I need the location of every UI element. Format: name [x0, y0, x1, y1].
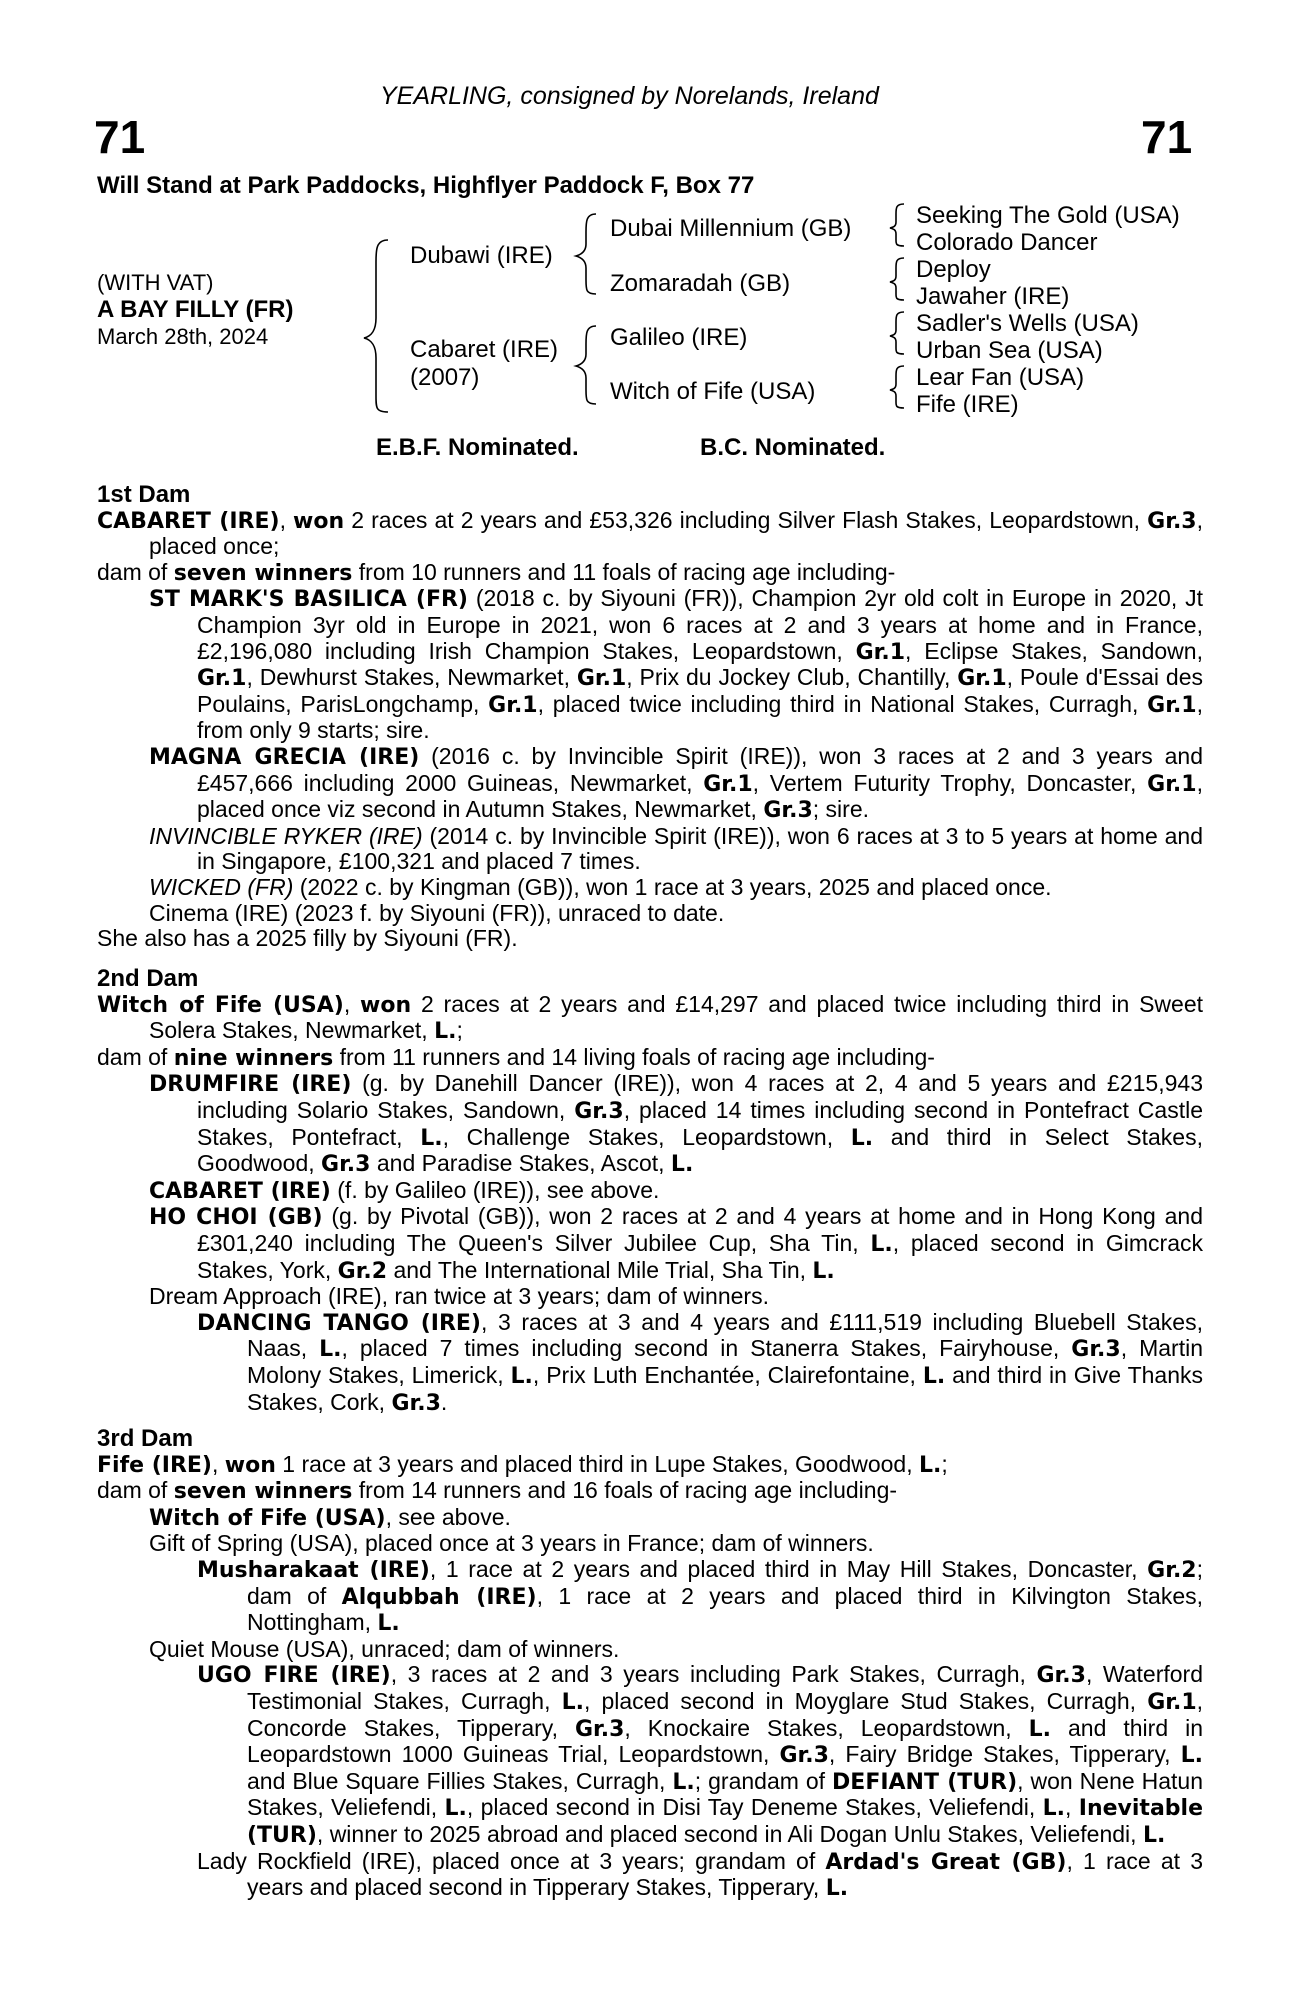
- winners-count: seven winners: [173, 1479, 353, 1505]
- brace-g2-1: [890, 204, 904, 246]
- consignment-line: YEARLING, consigned by Norelands, Ireland: [380, 82, 879, 110]
- grade: Gr.3: [1036, 1663, 1086, 1689]
- text: , placed once viz second in Autumn Stakes, Newmarket,: [197, 769, 1203, 823]
- text: 1 race at 3 years and placed third in Lupe Stakes, Goodwood,: [275, 1450, 919, 1477]
- text: ,: [1065, 1794, 1079, 1821]
- produce-magna-grecia: [97, 744, 1203, 824]
- won-label: won: [360, 992, 412, 1018]
- text: dam of: [97, 558, 174, 585]
- produce-gift-of-spring: Gift of Spring (USA), placed once at 3 years in France; dam of winners.: [149, 1530, 874, 1557]
- horse-name: Alqubbah (IRE): [341, 1584, 537, 1610]
- grade: Gr.3: [1071, 1337, 1121, 1363]
- horse-name: HO CHOI (GB): [149, 1205, 323, 1231]
- horse-name: DEFIANT (TUR): [832, 1769, 1018, 1795]
- third-dam-intro: Fife (IRE), won 1 race at 3 years and placed third in Lupe Stakes, Goodwood, L.;: [97, 1450, 948, 1478]
- text: , Waterford Testimonial Stakes, Curragh,: [247, 1661, 1204, 1714]
- text: , 3 races at 2 and 3 years including Park Stakes, Curragh,: [390, 1661, 1037, 1688]
- text: ; sire.: [812, 796, 870, 823]
- horse-name: Ardad's Great (GB): [825, 1849, 1067, 1875]
- horse-name: DANCING TANGO (IRE): [197, 1310, 481, 1336]
- ebf-nomination: E.B.F. Nominated.: [376, 434, 579, 461]
- grade: Gr.3: [1147, 508, 1197, 534]
- text: , Eclipse Stakes, Sandown,: [905, 637, 1203, 664]
- gen3-1: Seeking The Gold (USA): [916, 202, 1180, 229]
- grade: L.: [510, 1363, 533, 1389]
- grade: L.: [1028, 1716, 1052, 1742]
- grade: Gr.1: [855, 639, 906, 665]
- second-dam-produce-summary: [97, 1045, 1203, 1072]
- stand-location: Will Stand at Park Paddocks, Highflyer Paddock F, Box 77: [97, 172, 755, 199]
- text: ; grandam of: [694, 1767, 833, 1794]
- brace-g2-3: [890, 312, 904, 354]
- text: dam of: [97, 1477, 174, 1504]
- text: , won Nene Hatun Stakes, Veliefendi,: [247, 1767, 1203, 1821]
- brace-main: [364, 240, 388, 412]
- grade: L.: [670, 1152, 694, 1178]
- text: and Paradise Stakes, Ascot,: [370, 1150, 671, 1177]
- text: , placed 7 times including second in Stanerra Stakes, Fairyhouse,: [341, 1335, 1072, 1362]
- first-dam-intro: CABARET (IRE), won 2 races at 2 years and £53,326 including Silver Flash Stakes, Leopardstown, Gr.3, placed once;: [97, 506, 1203, 560]
- text: from 10 runners and 11 foals of racing age including-: [352, 558, 896, 585]
- text: , placed second in Disi Tay Deneme Stakes, Veliefendi,: [466, 1794, 1043, 1821]
- text: ; dam of: [247, 1555, 1203, 1609]
- produce-invincible-ryker: [97, 824, 1203, 875]
- text: (2014 c. by Invincible Spirit (IRE)), won 6 races at 3 to 5 years at home and in Singapore, £100,321 and placed 7 times.: [197, 822, 1203, 875]
- text: dam of: [97, 1043, 174, 1070]
- vat-note: (WITH VAT): [97, 270, 214, 295]
- grade: L.: [919, 1452, 942, 1478]
- grade: Gr.1: [1147, 692, 1197, 718]
- produce-quiet-mouse: Quiet Mouse (USA), unraced; dam of winners.: [149, 1635, 620, 1662]
- gen3-5: Sadler's Wells (USA): [916, 310, 1139, 337]
- grade: L.: [444, 1796, 467, 1822]
- brace-dam: [576, 326, 596, 404]
- text: (f. by Galileo (IRE)), see above.: [330, 1176, 660, 1203]
- horse-name: WICKED (FR): [149, 873, 294, 900]
- text: , Knockaire Stakes, Leopardstown,: [624, 1714, 1029, 1741]
- grade: L.: [1042, 1796, 1066, 1822]
- horse-name: CABARET (IRE): [149, 1178, 331, 1204]
- text: , placed second in Moyglare Stud Stakes, Curragh,: [583, 1687, 1148, 1714]
- text: , Vertem Futurity Trophy, Doncaster,: [752, 769, 1148, 796]
- produce-wicked: [97, 875, 1203, 901]
- winners-count: nine winners: [173, 1045, 334, 1071]
- horse-name: INVINCIBLE RYKER (IRE): [149, 822, 423, 849]
- grade: L.: [319, 1337, 342, 1363]
- produce-cinema: Cinema (IRE) (2023 f. by Siyouni (FR)), unraced to date.: [149, 899, 725, 926]
- grandsire-dam: Galileo (IRE): [610, 324, 748, 351]
- grade: L.: [420, 1125, 443, 1151]
- text: , placed once;: [149, 506, 1203, 560]
- won-label: won: [293, 508, 345, 534]
- text: , 1 race at 2 years and placed third in May Hill Stakes, Doncaster,: [429, 1555, 1148, 1582]
- horse-name: Musharakaat (IRE): [197, 1557, 430, 1583]
- grade: L.: [377, 1611, 400, 1637]
- text: and The International Mile Trial, Sha Tin,: [387, 1256, 813, 1283]
- grade: Gr.3: [391, 1390, 441, 1416]
- grade: L.: [850, 1125, 874, 1151]
- horse-name: UGO FIRE (IRE): [197, 1663, 391, 1689]
- produce-musharakaat: [97, 1557, 1203, 1637]
- produce-st-marks-basilica: [97, 586, 1203, 744]
- won-label: won: [224, 1452, 276, 1478]
- produce-dancing-tango: [97, 1310, 1203, 1416]
- text: , Martin Molony Stakes, Limerick,: [247, 1335, 1203, 1388]
- brace-g2-4: [890, 366, 904, 408]
- second-dam-section: [97, 966, 1203, 1416]
- text: , Prix du Jockey Club, Chantilly,: [626, 664, 958, 691]
- text: , 1 race at 2 years and placed third in Kilvington Stakes, Nottingham,: [247, 1582, 1203, 1636]
- second-dam-intro: Witch of Fife (USA), won 2 races at 2 years and £14,297 and placed twice including third in Sweet Solera Stakes, Newmarket, L.;: [97, 990, 1203, 1045]
- granddam-dam: Witch of Fife (USA): [610, 378, 816, 405]
- text: (g. by Danehill Dancer (IRE)), won 4 races at 2, 4 and 5 years and £215,943 including Solario Stakes, Sandown,: [197, 1070, 1203, 1123]
- grade: L.: [922, 1363, 946, 1389]
- text: .: [440, 1388, 448, 1415]
- third-dam-heading: 3rd Dam: [97, 1425, 194, 1452]
- grade: Gr.2: [1147, 1557, 1197, 1583]
- grade: Gr.1: [488, 692, 538, 718]
- grade: Gr.1: [957, 666, 1007, 692]
- text: , placed second in Gimcrack Stakes, York,: [197, 1229, 1204, 1283]
- horse-name: ST MARK'S BASILICA (FR): [149, 587, 468, 613]
- text: (2016 c. by Invincible Spirit (IRE)), won 3 races at 2 and 3 years and £457,666 including 2000 Guineas, Newmarket,: [197, 742, 1203, 796]
- produce-lady-rockfield: [97, 1849, 1203, 1902]
- gen3-2: Colorado Dancer: [916, 229, 1098, 256]
- gen3-7: Lear Fan (USA): [916, 364, 1085, 391]
- horse-name: Witch of Fife (USA): [149, 1505, 386, 1531]
- produce-ugo-fire: [97, 1662, 1203, 1848]
- text: from 14 runners and 16 foals of racing age including-: [352, 1477, 898, 1504]
- horse-name: DRUMFIRE (IRE): [149, 1072, 352, 1098]
- horse-name: A BAY FILLY (FR): [97, 296, 294, 323]
- produce-dream-approach: Dream Approach (IRE), ran twice at 3 years; dam of winners.: [149, 1283, 769, 1310]
- text: (2022 c. by Kingman (GB)), won 1 race at 3 years, 2025 and placed once.: [293, 873, 1052, 900]
- first-dam-produce-summary: [97, 560, 1203, 587]
- produce-ho-choi: [97, 1204, 1203, 1284]
- third-dam-produce-summary: [97, 1478, 1203, 1505]
- text: ;: [941, 1450, 948, 1477]
- grade: Gr.1: [576, 666, 627, 692]
- grade: Gr.1: [1147, 1689, 1197, 1715]
- gen3-4: Jawaher (IRE): [916, 283, 1070, 310]
- lot-number-left: 71: [94, 111, 146, 163]
- foaling-date: March 28th, 2024: [97, 324, 269, 349]
- third-dam-section: [97, 1426, 1203, 1902]
- first-dam-name: CABARET (IRE): [97, 508, 280, 534]
- grade: Gr.3: [779, 1743, 829, 1769]
- text: , winner to 2025 abroad and placed second in Ali Dogan Unlu Stakes, Veliefendi,: [316, 1820, 1143, 1847]
- dam-name: Cabaret (IRE): [410, 336, 559, 363]
- text: and third in Select Stakes, Goodwood,: [197, 1123, 1203, 1177]
- second-dam-name: Witch of Fife (USA): [97, 992, 344, 1018]
- lot-number-right: 71: [1141, 111, 1193, 163]
- bc-nomination: B.C. Nominated.: [700, 434, 886, 461]
- grade: L.: [870, 1231, 893, 1257]
- grade: Gr.1: [1147, 771, 1197, 797]
- text: , Poule d'Essai des Poulains, ParisLongchamp,: [197, 664, 1203, 717]
- text: , Concorde Stakes, Tipperary,: [247, 1687, 1204, 1741]
- text: , Dewhurst Stakes, Newmarket,: [246, 664, 577, 691]
- text: ;: [456, 1017, 463, 1044]
- grade: L.: [561, 1689, 584, 1715]
- text: , Challenge Stakes, Leopardstown,: [442, 1123, 851, 1150]
- grade: Gr.1: [703, 771, 753, 797]
- brace-g2-2: [890, 258, 904, 300]
- produce-witch-of-fife: [97, 1505, 1203, 1532]
- gen3-8: Fife (IRE): [916, 391, 1019, 418]
- text: , from only 9 starts; sire.: [197, 690, 1203, 744]
- text: 2 races at 2 years and £53,326 including Silver Flash Stakes, Leopardstown,: [344, 506, 1148, 533]
- text: and Blue Square Fillies Stakes, Curragh,: [247, 1767, 673, 1794]
- granddam-sire: Zomaradah (GB): [610, 270, 791, 297]
- third-dam-name: Fife (IRE): [97, 1452, 212, 1478]
- text: , placed 14 times including second in Pontefract Castle Stakes, Pontefract,: [197, 1096, 1203, 1150]
- text: and third in Leopardstown 1000 Guineas Trial, Leopardstown,: [247, 1714, 1203, 1768]
- text: (g. by Pivotal (GB)), won 2 races at 2 and 4 years at home and in Hong Kong and £301,240 including The Queen's Silver Jubilee Cup, Sha Tin,: [197, 1203, 1203, 1256]
- grade: Gr.3: [321, 1152, 371, 1178]
- grandsire-sire: Dubai Millennium (GB): [610, 215, 852, 242]
- text: from 11 runners and 14 living foals of racing age including-: [333, 1043, 935, 1070]
- sire-name: Dubawi (IRE): [410, 242, 553, 269]
- horse-name: MAGNA GRECIA (IRE): [149, 744, 420, 770]
- winners-count: seven winners: [173, 560, 353, 586]
- produce-drumfire: [97, 1071, 1203, 1177]
- grade: L.: [825, 1876, 849, 1902]
- horse-name: Inevitable (TUR): [247, 1796, 1204, 1848]
- text: , 1 race at 3 years and placed second in Tipperary Stakes, Tipperary,: [247, 1847, 1203, 1901]
- grade: L.: [672, 1769, 695, 1795]
- text: and third in Give Thanks Stakes, Cork,: [247, 1361, 1203, 1415]
- gen3-3: Deploy: [916, 256, 991, 283]
- grade: L.: [1180, 1743, 1203, 1769]
- text: (2018 c. by Siyouni (FR)), Champion 2yr old colt in Europe in 2020, Jt Champion 3yr old in Europe in 2021, won 6 races at 2 and 3 years at home and in France, £2,196,080 including Irish Champion Stakes, Leopardstown,: [197, 585, 1203, 664]
- text: Lady Rockfield (IRE), placed once at 3 years; grandam of: [197, 1847, 826, 1874]
- grade: Gr.1: [197, 666, 247, 692]
- text: , placed twice including third in National Stakes, Curragh,: [537, 690, 1148, 717]
- grade: Gr.3: [763, 798, 813, 824]
- first-dam-heading: 1st Dam: [97, 481, 191, 508]
- text: , see above.: [385, 1503, 511, 1530]
- dam-year: (2007): [410, 364, 480, 391]
- grade: Gr.2: [337, 1258, 388, 1284]
- grade: L.: [1142, 1822, 1166, 1848]
- grade: Gr.3: [574, 1716, 625, 1742]
- brace-sire: [576, 214, 596, 294]
- second-dam-heading: 2nd Dam: [97, 965, 199, 992]
- text: 2 races at 2 years and £14,297 and placed twice including third in Sweet Solera Stakes, Newmarket,: [149, 990, 1203, 1044]
- text: , 3 races at 3 and 4 years and £111,519 including Bluebell Stakes, Naas,: [247, 1308, 1203, 1362]
- text: , Fairy Bridge Stakes, Tipperary,: [828, 1741, 1181, 1768]
- grade: Gr.3: [574, 1098, 624, 1124]
- produce-note: She also has a 2025 filly by Siyouni (FR).: [97, 925, 518, 952]
- first-dam-section: [97, 482, 1203, 952]
- gen3-6: Urban Sea (USA): [916, 337, 1103, 364]
- produce-cabaret: [97, 1178, 1203, 1205]
- grade: L.: [434, 1019, 457, 1045]
- grade: L.: [812, 1258, 835, 1284]
- text: , Prix Luth Enchantée, Clairefontaine,: [532, 1361, 923, 1388]
